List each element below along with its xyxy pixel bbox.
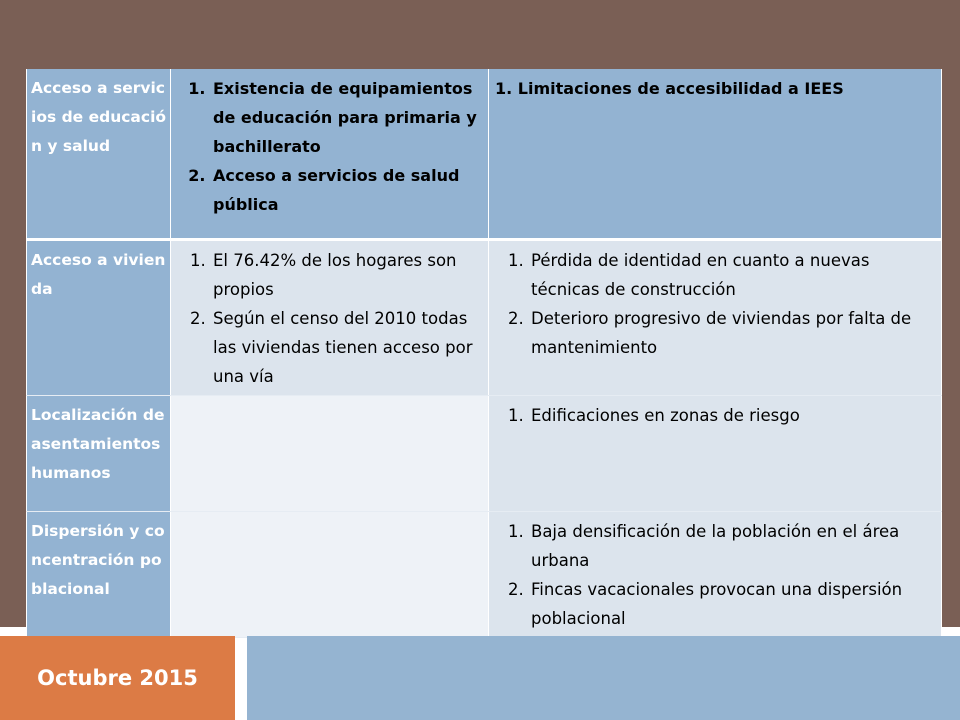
list-item: 1. Pérdida de identidad en cuanto a nuevas técnicas de construcción (529, 246, 935, 304)
table-row (27, 396, 942, 512)
list-item: 1. Edificaciones en zonas de riesgo (529, 401, 935, 430)
list-item: 2. Según el censo del 2010 todas las viviendas tienen acceso por una vía (211, 304, 482, 391)
list-item: 1. Baja densificación de la población en el área urbana (529, 517, 935, 575)
row-label: Acceso a servicios de educación y salud (27, 69, 171, 240)
empty-cell (171, 512, 489, 638)
table-row (27, 69, 942, 240)
row-problems (489, 240, 942, 396)
row-observations (171, 240, 489, 396)
row-label: Localización de asentamientos humanos (27, 396, 171, 512)
row-problems: 1. Limitaciones de accesibilidad a IEES (489, 69, 942, 240)
row-problems (489, 512, 942, 638)
row-label: Acceso a vivienda (27, 240, 171, 396)
list-item: 1. El 76.42% de los hogares son propios (211, 246, 482, 304)
footer-bar (247, 636, 960, 720)
row-problems (489, 396, 942, 512)
list-item: 2. Deterioro progresivo de viviendas por falta de mantenimiento (529, 304, 935, 362)
table-row (27, 240, 942, 396)
empty-cell (171, 396, 489, 512)
list-item: 1. Existencia de equipamientos de educación para primaria y bachillerato (211, 74, 482, 161)
list-item: 2. Fincas vacacionales provocan una dispersión poblacional (529, 575, 935, 633)
row-label: Dispersión y concentración poblacional (27, 512, 171, 638)
footer-date: Octubre 2015 (0, 636, 235, 720)
row-observations (171, 69, 489, 240)
diagnostic-table (26, 69, 942, 638)
list-item: 2. Acceso a servicios de salud pública (211, 161, 482, 219)
table-row (27, 512, 942, 638)
